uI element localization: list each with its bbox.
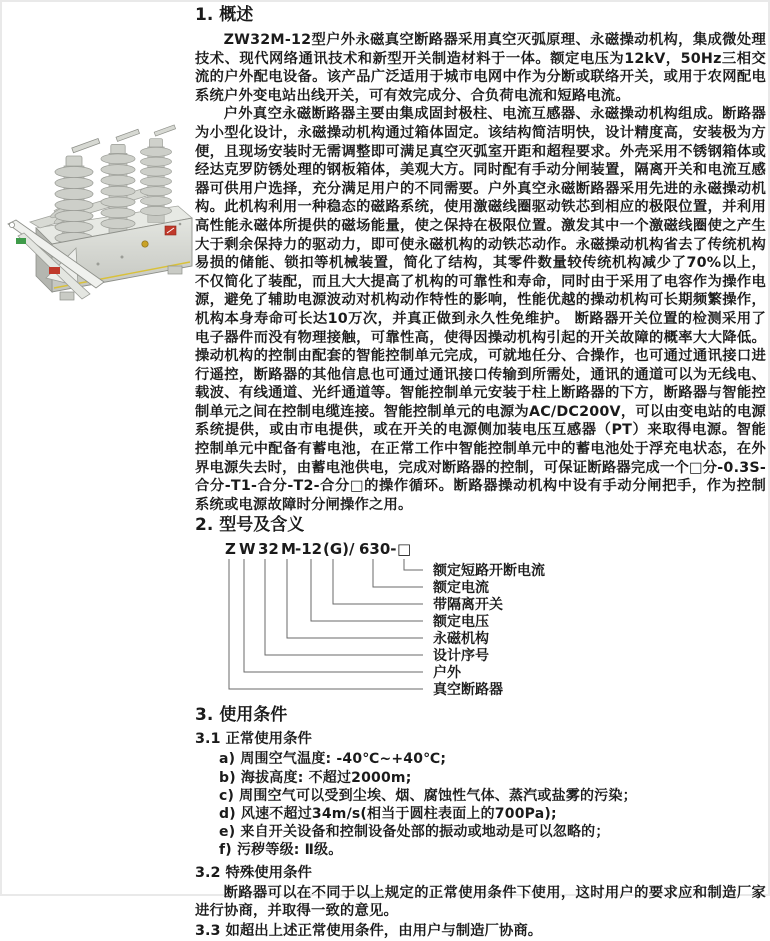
usage-conditions-heading: 3. 使用条件 — [195, 705, 288, 726]
condition-item-b: b) 海拔高度: 不超过2000m; — [219, 769, 412, 786]
meaning-label-outdoor: 户外 — [433, 665, 461, 682]
green-indicator — [16, 238, 26, 244]
code-part-Z: Z — [225, 540, 236, 559]
code-part-630: 630- — [359, 540, 397, 559]
code-part-W: W — [239, 540, 256, 559]
code-part-M: M — [281, 540, 296, 559]
overview-heading: 1. 概述 — [195, 5, 254, 25]
condition-item-f: f) 污秽等级: Ⅱ级。 — [219, 842, 343, 859]
model-diagram-svg — [223, 540, 563, 700]
meaning-label-design-serial: 设计序号 — [433, 648, 489, 665]
meaning-label-disconnector: 带隔离开关 — [433, 597, 503, 614]
meaning-label-vacuum-breaker: 真空断路器 — [433, 682, 503, 699]
model-designation-diagram — [223, 540, 766, 704]
condition-item-d: d) 风速不超过34m/s(相当于圆柱表面上的700Pa); — [219, 806, 557, 823]
overview-paragraph-1: ZW32M-12型户外永磁真空断路器采用真空灭弧原理、永磁操动机构，集成微处理技术、现代网络通讯技术和新型开关制造材料于一体。额定电压为12kV，50Hz三相交流的户外配电设备。该产品广泛适用于城市电网中作为分断或联络开关，或用于农网配电系统户外变电站出线开关，可有效完成分、合负荷电流和短路电流。 — [195, 32, 766, 104]
condition-item-c: c) 周围空气可以受到尘埃、烟、腐蚀性气体、蒸汽或盐雾的污染； — [219, 787, 637, 804]
product-photo — [2, 124, 196, 324]
special-conditions-text: 断路器可以在不同于以上规定的正常使用条件下使用，这时用户的要求应和制造厂家进行协商，并取得一致的意见。 — [195, 884, 766, 920]
exceed-conditions-note: 3.3 如超出上述正常使用条件，由用户与制造厂协商。 — [195, 922, 543, 939]
special-conditions-heading: 3.2 特殊使用条件 — [195, 864, 312, 881]
red-indicator — [49, 267, 60, 274]
text-column — [195, 4, 766, 941]
condition-item-a: a) 周围空气温度: -40℃~+40℃; — [219, 751, 447, 768]
meaning-label-breaking-current: 额定短路开断电流 — [433, 563, 545, 580]
brass-knob — [142, 241, 148, 247]
meaning-label-magnet-mechanism: 永磁机构 — [433, 631, 489, 648]
circuit-breaker-illustration — [2, 124, 196, 324]
meaning-label-rated-current: 额定电流 — [433, 580, 489, 597]
normal-conditions-heading: 3.1 正常使用条件 — [195, 731, 312, 748]
code-part-G: (G)/ — [323, 540, 355, 559]
meaning-label-rated-voltage: 额定电压 — [433, 614, 489, 631]
condition-item-e: e) 来自开关设备和控制设备处部的振动或地动是可以忽略的； — [219, 824, 610, 841]
code-part-12: -12 — [295, 540, 323, 559]
model-heading: 2. 型号及含义 — [195, 515, 305, 536]
bushing-middle — [101, 129, 140, 238]
code-part-box: □ — [397, 540, 412, 559]
overview-paragraph-2: 户外真空永磁断路器主要由集成固封极柱、电流互感器、永磁操动机构组成。断路器为小型化设计，永磁操动机构通过箱体固定。该结构简洁明快，设计精度高，安装极为方便，且现场安装时无需调整即可满足真空灭弧室开距和超程要求。外壳采用不锈钢箱体或经达克罗防锈处理的钢板箱体，美观大方。同时配有手动分闸装置，隔离开关和电流互感器可供用户选择，充分满足用户的不同需要。户外真空永磁断路器采用先进的永磁操动机构。此机构利用一种稳态的磁路系统，使用激磁线圈驱动铁芯到相应的极限位置，并利用高性能永磁体所提供的磁场能量，使之保持在极限位置。激发其中一个激磁线圈使之产生大于剩余保持力的驱动力，即可使永磁机构的动铁芯动作。永磁操动机构省去了传统机构易损的储能、锁扣等机械装置，简化了结构，其零件数量较传统机构减少了70%以上，不仅简化了装配，而且大大提高了机构的可靠性和寿命，同时由于采用了电容作为操作电源，避免了辅助电源波动对机构动作特性的影响，性能优越的操动机构可长期频繁操作，机构本身寿命可长达10万次，并真正做到永久性免维护。 断路器开关位置的检测采用了电子器件而没有物理接触，可靠性高，使得因操动机构引起的开关故障的概率大大降低。操动机构的控制由配套的智能控制单元完成，可就地任分、合操作，也可通过通讯接口进行遥控，断路器的其他信息也可通过通讯接口传输到所需处，通讯的通道可以为无线电、载波、有线通道、光纤通道等。智能控制单元安装于柱上断路器的下方，断路器与智能控制单元之间在控制电缆连接。智能控制单元的电源为AC/DC200V，可以由变电站的电源系统提供，或由市电提供，或在开关的电源侧加装电压互感器（PT）来取得电源。智能控制单元中配备有蓄电池，在正常工作中智能控制单元中的蓄电池处于浮充电状态，在外界电源失去时，由蓄电池供电，完成对断路器的控制，可保证断路器完成一个□分-0.3S-合分-T1-合分-T2-合分□的操作循环。断路器操动机构中设有手动分闸把手，作为控制系统或电源故障时分闸操作之用。 — [195, 106, 766, 513]
normal-conditions-list — [219, 750, 766, 859]
code-part-32: 32 — [258, 540, 279, 559]
